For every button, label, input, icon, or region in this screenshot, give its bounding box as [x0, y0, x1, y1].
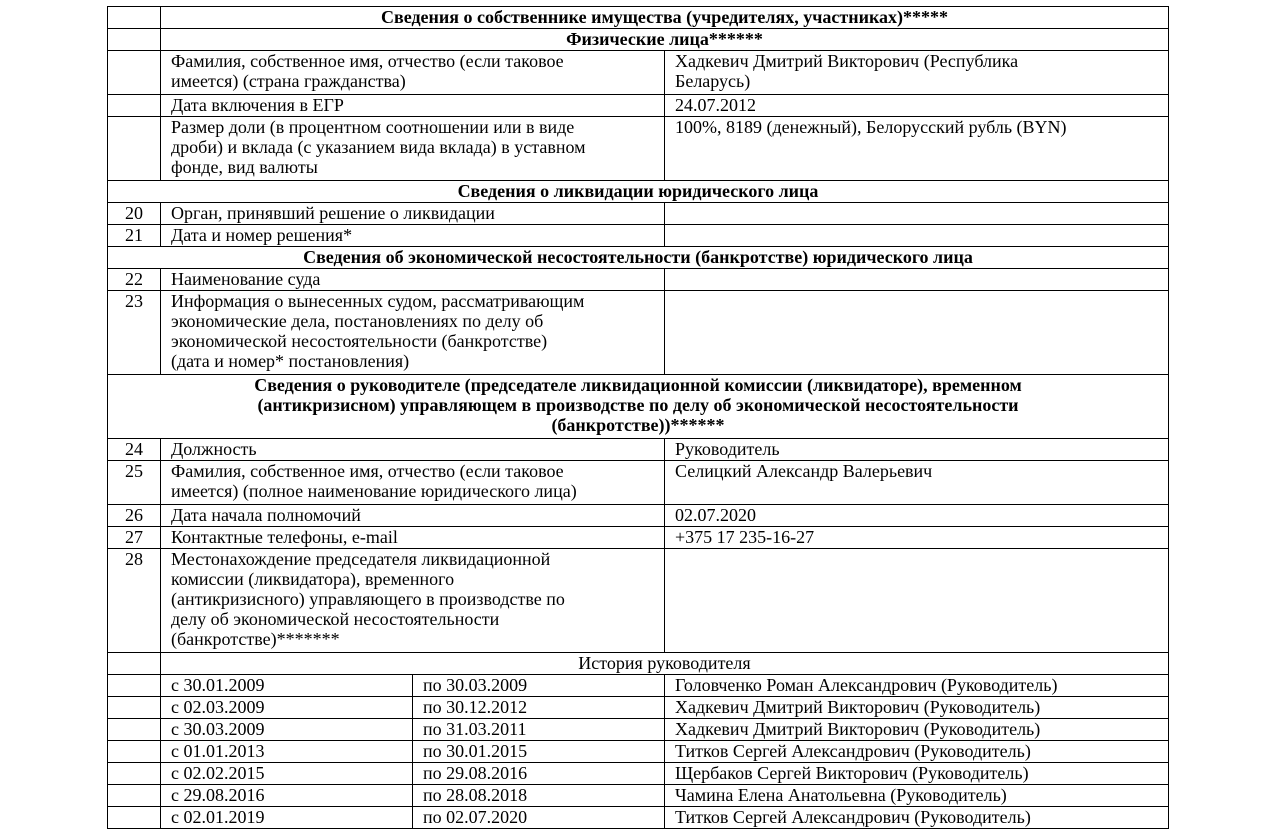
- field-value: [665, 269, 1169, 291]
- field-label: Местонахождение председателя ликвидационной комиссии (ликвидатора), временного (антикризисного) управляющего в производстве по делу об экономической несостоятельности (банкротстве)*******: [161, 549, 665, 653]
- liquidation-section-title-row: [108, 181, 1169, 203]
- row-number-cell: [108, 697, 161, 719]
- history-manager-name: Чамина Елена Анатольевна (Руководитель): [665, 785, 1169, 807]
- field-label: Фамилия, собственное имя, отчество (если таковое имеется) (страна гражданства): [161, 51, 665, 95]
- table-row: [108, 203, 1169, 225]
- row-number-cell: [108, 117, 161, 181]
- history-date-to: по 28.08.2018: [413, 785, 665, 807]
- history-row: [108, 675, 1169, 697]
- field-value: [665, 549, 1169, 653]
- row-number-cell: [108, 95, 161, 117]
- field-label: Размер доли (в процентном соотношении или в виде дроби) и вклада (с указанием вида вклада) в уставном фонде, вид валюты: [161, 117, 665, 181]
- owner-section-title-row: [108, 7, 1169, 29]
- field-value: +375 17 235-16-27: [665, 527, 1169, 549]
- history-date-from: с 02.01.2019: [161, 807, 413, 829]
- row-number: 26: [108, 505, 161, 527]
- row-number: 28: [108, 549, 161, 653]
- liquidation-section-title: Сведения о ликвидации юридического лица: [108, 181, 1169, 203]
- row-number: 21: [108, 225, 161, 247]
- row-number: 24: [108, 439, 161, 461]
- history-date-to: по 30.03.2009: [413, 675, 665, 697]
- field-value: Селицкий Александр Валерьевич: [665, 461, 1169, 505]
- row-number-cell: [108, 29, 161, 51]
- history-date-to: по 30.12.2012: [413, 697, 665, 719]
- table-row: [108, 461, 1169, 505]
- table-row: [108, 117, 1169, 181]
- field-label: Фамилия, собственное имя, отчество (если таковое имеется) (полное наименование юридического лица): [161, 461, 665, 505]
- table-row: [108, 291, 1169, 375]
- owner-section-title: Сведения о собственнике имущества (учредителях, участниках)*****: [161, 7, 1169, 29]
- row-number: 22: [108, 269, 161, 291]
- field-label: Наименование суда: [161, 269, 665, 291]
- table-row: [108, 527, 1169, 549]
- row-number-cell: [108, 675, 161, 697]
- history-date-from: с 29.08.2016: [161, 785, 413, 807]
- table-row: [108, 549, 1169, 653]
- field-label: Информация о вынесенных судом, рассматривающим экономические дела, постановлениях по делу об экономической несостоятельности (банкротстве) (дата и номер* постановления): [161, 291, 665, 375]
- history-row: [108, 741, 1169, 763]
- manager-section-title-row: [108, 375, 1169, 439]
- row-number: 27: [108, 527, 161, 549]
- history-date-to: по 30.01.2015: [413, 741, 665, 763]
- row-number: 25: [108, 461, 161, 505]
- field-value: [665, 225, 1169, 247]
- history-row: [108, 807, 1169, 829]
- table-row: [108, 95, 1169, 117]
- history-date-from: с 02.03.2009: [161, 697, 413, 719]
- history-manager-name: Хадкевич Дмитрий Викторович (Руководитель): [665, 697, 1169, 719]
- field-value: [665, 291, 1169, 375]
- row-number-cell: [108, 719, 161, 741]
- row-number: 23: [108, 291, 161, 375]
- history-manager-name: Головченко Роман Александрович (Руководитель): [665, 675, 1169, 697]
- history-date-to: по 29.08.2016: [413, 763, 665, 785]
- row-number-cell: [108, 785, 161, 807]
- owner-section-subtitle: Физические лица******: [161, 29, 1169, 51]
- history-date-from: с 30.03.2009: [161, 719, 413, 741]
- history-row: [108, 763, 1169, 785]
- history-manager-name: Хадкевич Дмитрий Викторович (Руководитель): [665, 719, 1169, 741]
- field-value: Хадкевич Дмитрий Викторович (Республика Беларусь): [665, 51, 1169, 95]
- history-date-to: по 02.07.2020: [413, 807, 665, 829]
- history-row: [108, 697, 1169, 719]
- field-label: Контактные телефоны, e-mail: [161, 527, 665, 549]
- field-label: Дата начала полномочий: [161, 505, 665, 527]
- history-manager-name: Щербаков Сергей Викторович (Руководитель): [665, 763, 1169, 785]
- bankruptcy-section-title: Сведения об экономической несостоятельности (банкротстве) юридического лица: [108, 247, 1169, 269]
- field-value: 100%, 8189 (денежный), Белорусский рубль (BYN): [665, 117, 1169, 181]
- manager-section-title: Сведения о руководителе (председателе ликвидационной комиссии (ликвидаторе), временном (антикризисном) управляющем в производстве по делу об экономической несостоятельности (банкротстве))******: [108, 375, 1169, 439]
- table-row: [108, 505, 1169, 527]
- field-label: Дата и номер решения*: [161, 225, 665, 247]
- history-date-from: с 02.02.2015: [161, 763, 413, 785]
- history-manager-name: Титков Сергей Александрович (Руководитель): [665, 741, 1169, 763]
- history-date-from: с 01.01.2013: [161, 741, 413, 763]
- table-row: [108, 225, 1169, 247]
- bankruptcy-section-title-row: [108, 247, 1169, 269]
- field-value: [665, 203, 1169, 225]
- field-value: 02.07.2020: [665, 505, 1169, 527]
- row-number-cell: [108, 807, 161, 829]
- field-label: Орган, принявший решение о ликвидации: [161, 203, 665, 225]
- row-number-cell: [108, 741, 161, 763]
- row-number-cell: [108, 653, 161, 675]
- history-row: [108, 719, 1169, 741]
- history-manager-name: Титков Сергей Александрович (Руководитель): [665, 807, 1169, 829]
- row-number-cell: [108, 51, 161, 95]
- field-label: Дата включения в ЕГР: [161, 95, 665, 117]
- field-value: 24.07.2012: [665, 95, 1169, 117]
- history-date-from: с 30.01.2009: [161, 675, 413, 697]
- table-row: [108, 439, 1169, 461]
- field-value: Руководитель: [665, 439, 1169, 461]
- owner-section-subtitle-row: [108, 29, 1169, 51]
- history-section-title-row: [108, 653, 1169, 675]
- registry-extract-table: [107, 6, 1169, 829]
- history-section-title: История руководителя: [161, 653, 1169, 675]
- row-number-cell: [108, 763, 161, 785]
- table-row: [108, 269, 1169, 291]
- history-date-to: по 31.03.2011: [413, 719, 665, 741]
- table-row: [108, 51, 1169, 95]
- row-number: 20: [108, 203, 161, 225]
- field-label: Должность: [161, 439, 665, 461]
- history-row: [108, 785, 1169, 807]
- row-number-cell: [108, 7, 161, 29]
